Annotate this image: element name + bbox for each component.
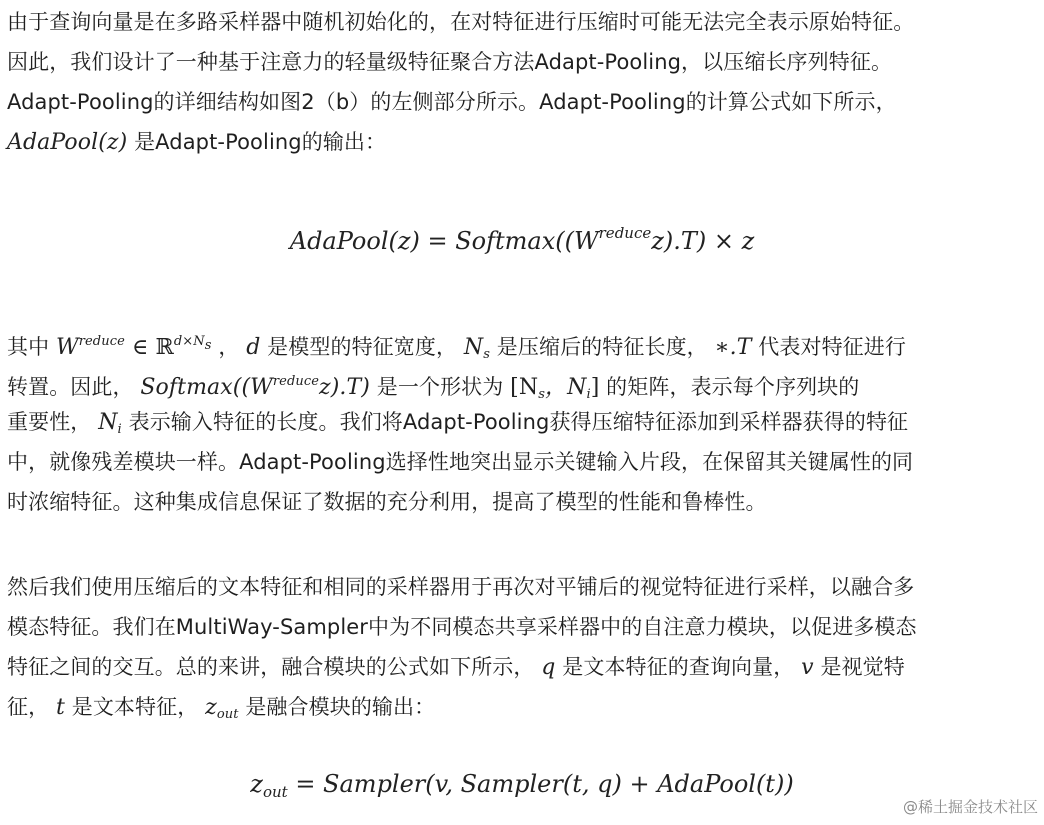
inline-math-v: v <box>801 655 814 680</box>
p3-text: 特征之间的交互。总的来讲，融合模块的公式如下所示， <box>7 655 535 679</box>
math-sup-dn: d×N <box>173 334 205 349</box>
p3-text: 是文本特征的查询向量， <box>562 655 795 679</box>
paragraph-3-line-1: 然后我们使用压缩后的文本特征和相同的采样器用于再次对平铺后的视觉特征进行采样，以融合多 <box>7 575 915 599</box>
paragraph-1 <box>7 2 914 162</box>
paragraph-1-line-2: 因此，我们设计了一种基于注意力的轻量级特征聚合方法Adapt-Pooling，以压缩长序列特征。 <box>7 50 893 74</box>
equation-adapool-rhs: z).T) × z <box>651 227 755 255</box>
inline-math-ni <box>98 410 122 435</box>
inline-math-d: d <box>246 335 261 360</box>
p2-text: 表示输入特征的长度。我们将Adapt-Pooling获得压缩特征添加到采样器获得的特征 <box>128 410 909 434</box>
equation-adapool <box>7 224 1037 255</box>
inline-math-t: t <box>55 695 65 720</box>
inline-math-w-reduce <box>56 335 212 360</box>
paragraph-1-line-4 <box>7 122 914 162</box>
math-sup: reduce <box>78 334 125 349</box>
inline-math-transpose: ∗.T <box>714 335 752 360</box>
inline-math-ns <box>464 335 490 360</box>
p2-text: 其中 <box>7 335 50 359</box>
equation-fusion-lhs: z <box>250 770 263 798</box>
math-sub: i <box>586 387 591 402</box>
paragraph-2 <box>7 322 913 522</box>
math-n: N <box>98 410 118 435</box>
p3-text: 是融合模块的输出： <box>245 695 436 719</box>
math-z: z <box>205 695 217 720</box>
math-sub: s <box>483 347 490 362</box>
p2-text: 的矩阵，表示每个序列块的 <box>606 375 860 399</box>
p3-text: 是视觉特 <box>820 655 905 679</box>
paragraph-1-line-3: Adapt-Pooling的详细结构如图2（b）的左侧部分所示。Adapt-Pooling的计算公式如下所示， <box>7 90 897 114</box>
math-sub: i <box>117 422 122 437</box>
p3-text: 征， <box>7 695 50 719</box>
paragraph-2-line-5: 时浓缩特征。这种集成信息保证了数据的充分利用，提高了模型的性能和鲁棒性。 <box>7 490 767 514</box>
paragraph-3 <box>7 567 917 727</box>
watermark-label: @稀土掘金技术社区 <box>902 798 1038 816</box>
paragraph-2-line-4: 中，就像残差模块一样。Adapt-Pooling选择性地突出显示关键输入片段，在保留其关键属性的同 <box>7 450 914 474</box>
paragraph-3-line-4 <box>7 687 917 727</box>
equation-fusion-rhs: = Sampler(v, Sampler(t, q) + AdaPool(t)) <box>287 770 794 798</box>
p2-text: 转置。因此， <box>7 375 134 399</box>
paragraph-2-line-2 <box>7 362 913 402</box>
p2-text: ， <box>218 335 240 359</box>
p2-text: 是模型的特征宽度， <box>267 335 458 359</box>
math-bracket-end: ] <box>590 375 600 400</box>
math-sub-s: s <box>204 338 212 353</box>
p3-text: 是文本特征， <box>71 695 199 719</box>
math-sub: s <box>538 387 545 402</box>
equation-fusion-sub: out <box>262 783 288 801</box>
math-in-r: ∈ ℝ <box>124 335 174 360</box>
paragraph-1-line-1: 由于查询向量是在多路采样器中随机初始化的，在对特征进行压缩时可能无法完全表示原始特征。 <box>7 10 915 34</box>
math-w: W <box>55 335 79 360</box>
math-rest: z).T) <box>319 375 370 400</box>
math-bracket: [N <box>510 375 539 400</box>
equation-adapool-lhs: AdaPool(z) = Softmax((W <box>289 227 599 255</box>
inline-math-adapool: AdaPool(z) <box>7 130 128 155</box>
paragraph-3-line-3 <box>7 647 917 687</box>
math-n: N <box>463 335 484 360</box>
paragraph-1-line-4-text: 是Adapt-Pooling的输出： <box>134 130 387 154</box>
math-sup: reduce <box>272 374 320 389</box>
p2-text: 是压缩后的特征长度， <box>496 335 708 359</box>
math-softmax: Softmax((W <box>140 375 273 400</box>
p2-text: 重要性， <box>7 410 92 434</box>
inline-math-softmax <box>140 375 370 400</box>
p2-text: 是一个形状为 <box>376 375 504 399</box>
paragraph-2-line-3 <box>7 402 913 442</box>
equation-fusion <box>7 770 1037 801</box>
paragraph-2-line-1 <box>7 322 913 362</box>
inline-math-q: q <box>541 655 556 680</box>
equation-adapool-sup: reduce <box>598 224 652 242</box>
math-sub: out <box>216 707 239 722</box>
paragraph-3-line-2: 模态特征。我们在MultiWay-Sampler中为不同模态共享采样器中的自注意力模块，以促进多模态 <box>7 615 917 639</box>
math-mid: ，N <box>544 375 587 400</box>
inline-math-zout <box>205 695 238 720</box>
inline-math-shape <box>510 375 599 400</box>
p2-text: 代表对特征进行 <box>758 335 906 359</box>
